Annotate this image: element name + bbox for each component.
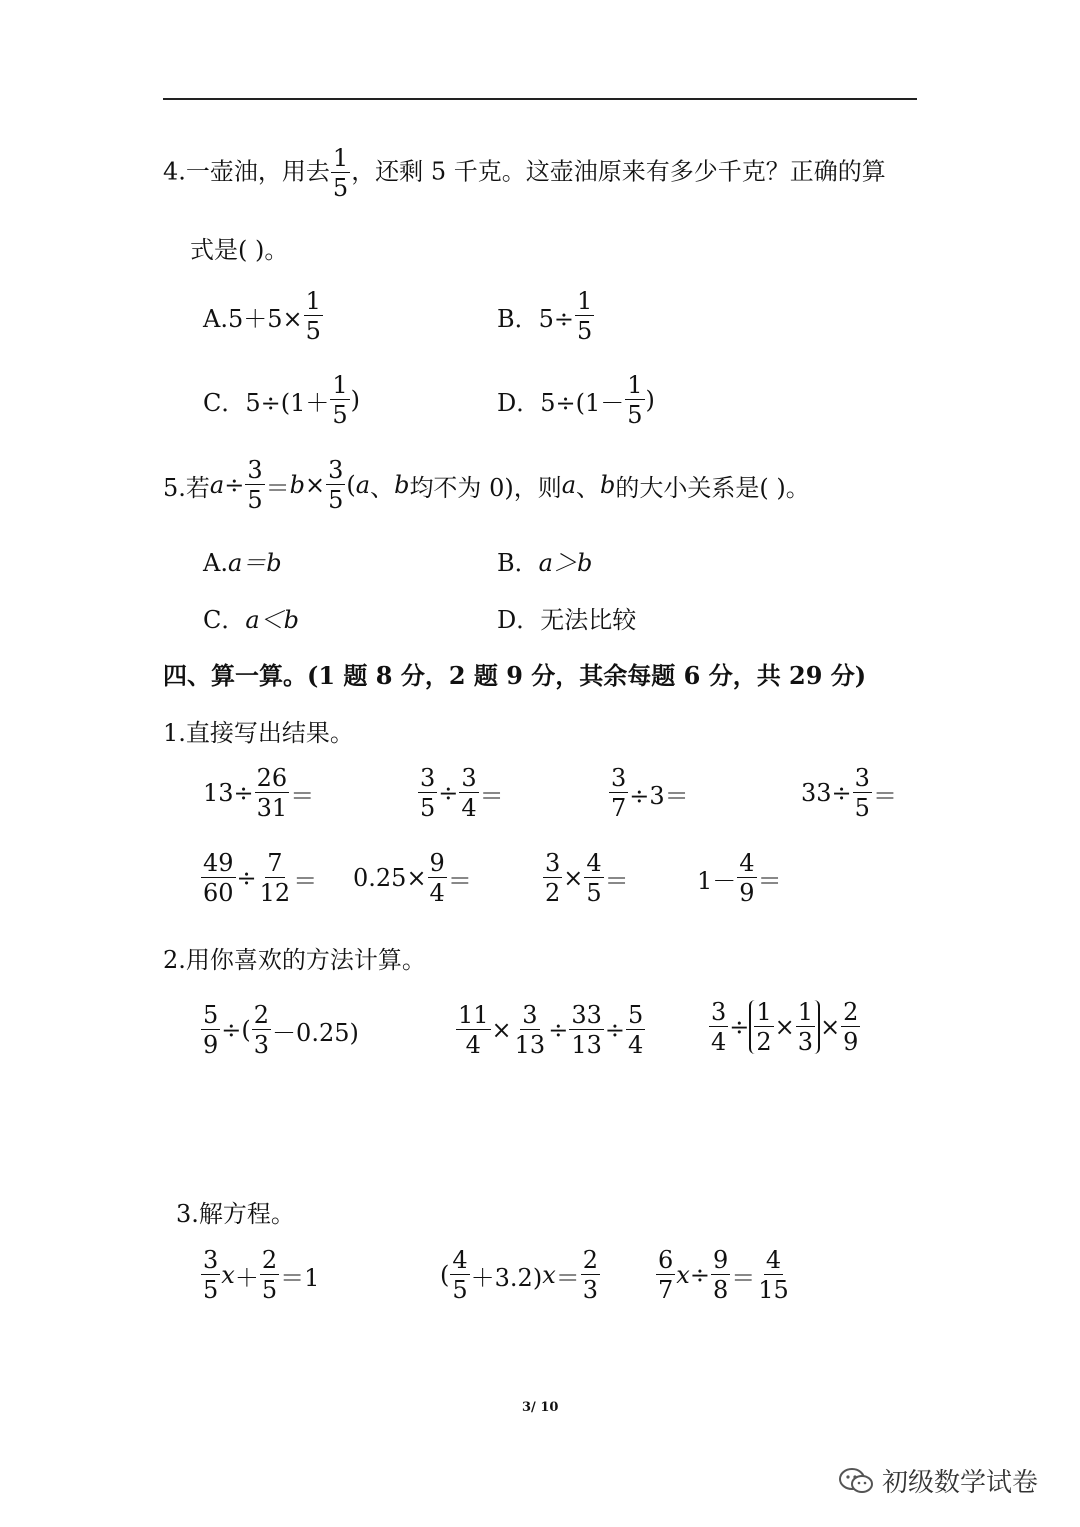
- math-token: 5.若: [163, 473, 210, 502]
- numerator: 3: [328, 456, 344, 484]
- numerator: 4: [765, 1246, 782, 1274]
- part-2-title: 2.用你喜欢的方法计算。: [163, 946, 426, 974]
- math-token: ＋3.2): [470, 1263, 543, 1292]
- numerator: 2: [843, 998, 859, 1026]
- numerator: 3: [711, 998, 727, 1026]
- numerator: 1: [332, 371, 348, 399]
- math-token: b: [600, 471, 616, 499]
- watermark-text: 初级数学试卷: [882, 1468, 1039, 1498]
- denominator: 5: [420, 794, 436, 822]
- math-token: ＝: [604, 866, 629, 895]
- fraction: [543, 851, 562, 905]
- fraction: [626, 1003, 645, 1057]
- denominator: 9: [843, 1028, 859, 1056]
- math-token: 13÷: [203, 779, 254, 807]
- section-4-title: 四、算一算。(1 题 8 分，2 题 9 分，其余每题 6 分，共 29 分): [163, 661, 867, 690]
- fraction: [450, 1248, 469, 1302]
- fraction: [575, 289, 594, 343]
- fraction: [711, 1248, 730, 1302]
- math-token: 的大小关系是( )。: [615, 473, 810, 502]
- math-token: 均不为 0)，则: [409, 473, 562, 502]
- numerator: 9: [712, 1246, 729, 1274]
- fraction: [569, 1003, 604, 1057]
- numerator: 3: [545, 849, 561, 877]
- denominator: 4: [711, 1028, 727, 1056]
- math-token: ＝: [479, 781, 504, 810]
- q5-option-b: B．a＞b: [497, 549, 593, 577]
- fraction: [456, 1003, 491, 1057]
- numerator: 1: [797, 998, 814, 1026]
- math-token: ÷(: [221, 1016, 251, 1044]
- numerator: 33: [571, 1001, 602, 1029]
- denominator: 5: [452, 1276, 468, 1304]
- math-token: 33÷: [801, 779, 852, 807]
- fraction: [418, 766, 437, 820]
- q5-stem: [163, 458, 810, 512]
- denominator: 5: [332, 174, 349, 202]
- math-token: ×: [774, 1013, 795, 1041]
- denominator: 15: [758, 1276, 789, 1304]
- fraction: [754, 1000, 773, 1054]
- numerator: 1: [627, 371, 643, 399]
- math-token: ×: [820, 1013, 841, 1041]
- numerator: 9: [429, 849, 445, 877]
- math-token: 、: [370, 473, 395, 502]
- calc-1e: [200, 851, 317, 905]
- fraction: [513, 1003, 548, 1057]
- numerator: 3: [461, 764, 477, 792]
- denominator: 13: [571, 1031, 602, 1059]
- fraction: [737, 851, 756, 905]
- math-token: ÷: [438, 779, 459, 807]
- denominator: 9: [739, 879, 755, 907]
- bracket-group: [749, 1000, 820, 1054]
- numerator: 3: [611, 764, 627, 792]
- page-number: 3/ 10: [522, 1400, 559, 1415]
- math-token: (: [346, 471, 356, 499]
- equation-3c: [655, 1248, 792, 1302]
- fraction: [584, 851, 603, 905]
- math-token: ＝: [872, 781, 897, 810]
- denominator: 5: [261, 1276, 278, 1304]
- math-token: C．5÷(1＋: [203, 388, 330, 417]
- q4-fraction: [331, 146, 350, 200]
- math-token: ×: [491, 1016, 512, 1044]
- q4-option-a: [203, 289, 324, 343]
- math-token: B．5÷: [497, 304, 575, 333]
- math-token: ＝1: [280, 1263, 320, 1292]
- denominator: 7: [658, 1276, 674, 1304]
- calc-2a: [200, 1003, 359, 1057]
- math-token: 、: [576, 473, 601, 502]
- denominator: 5: [586, 879, 602, 907]
- calc-1f: [353, 851, 472, 905]
- math-token: ＝: [731, 1263, 756, 1292]
- math-token: ÷: [604, 1016, 625, 1044]
- fraction: [201, 851, 236, 905]
- math-token: ÷: [224, 471, 245, 499]
- numerator: 2: [253, 1001, 270, 1029]
- math-token: ＝: [293, 866, 318, 895]
- math-token: A.5＋5×: [203, 304, 303, 333]
- math-token: －0.25): [272, 1018, 359, 1047]
- fraction: [709, 1000, 728, 1054]
- fraction: [428, 851, 447, 905]
- fraction: [326, 458, 345, 512]
- math-token: x: [542, 1261, 556, 1289]
- q5-option-d: D．无法比较: [497, 606, 637, 634]
- numerator: 2: [582, 1246, 599, 1274]
- math-token: ＝: [265, 473, 290, 502]
- denominator: 7: [611, 794, 627, 822]
- math-token: ÷: [689, 1261, 710, 1289]
- watermark: [838, 1462, 1038, 1499]
- calc-1h: [697, 851, 782, 905]
- math-token: ＝: [757, 866, 782, 895]
- calc-1g: [542, 851, 629, 905]
- calc-2c: [708, 1000, 861, 1054]
- math-token: x: [221, 1261, 235, 1289]
- denominator: 3: [253, 1031, 270, 1059]
- denominator: 9: [203, 1031, 219, 1059]
- numerator: 4: [586, 849, 602, 877]
- math-token: a: [561, 471, 577, 499]
- denominator: 12: [259, 879, 291, 907]
- calc-1b: [417, 766, 504, 820]
- q5-option-c: C．a＜b: [203, 606, 300, 634]
- denominator: 4: [627, 1031, 644, 1059]
- math-token: b: [289, 471, 305, 499]
- math-token: ÷3＝: [629, 781, 689, 810]
- fraction: [201, 1248, 220, 1302]
- equation-3b: [440, 1248, 601, 1302]
- fraction: [255, 766, 290, 820]
- numerator: 1: [756, 998, 772, 1026]
- math-token: ÷: [548, 1016, 569, 1044]
- math-token: a: [355, 471, 371, 499]
- denominator: 4: [429, 879, 445, 907]
- denominator: 5: [328, 486, 344, 514]
- denominator: 13: [514, 1031, 546, 1059]
- fraction: [245, 458, 264, 512]
- denominator: 5: [247, 486, 263, 514]
- fraction: [330, 373, 349, 427]
- numerator: 3: [203, 1246, 219, 1274]
- numerator: 5: [627, 1001, 644, 1029]
- math-token: x: [676, 1261, 690, 1289]
- numerator: 3: [247, 456, 263, 484]
- math-token: a: [209, 471, 225, 499]
- fraction: [581, 1248, 600, 1302]
- math-token: ＝: [290, 781, 315, 810]
- denominator: 31: [256, 794, 288, 822]
- denominator: 2: [545, 879, 561, 907]
- math-token: 0.25×: [353, 864, 427, 892]
- math-token: ×: [304, 471, 326, 499]
- denominator: 5: [332, 401, 348, 429]
- denominator: 5: [577, 317, 593, 345]
- math-token: 1－: [697, 866, 737, 895]
- denominator: 5: [305, 317, 321, 345]
- denominator: 60: [203, 879, 234, 907]
- calc-1d: [801, 766, 897, 820]
- denominator: 2: [756, 1028, 772, 1056]
- denominator: 5: [203, 1276, 219, 1304]
- fraction: [625, 373, 644, 427]
- numerator: 1: [577, 287, 593, 315]
- fraction: [796, 1000, 815, 1054]
- fraction: [853, 766, 872, 820]
- fraction: [258, 851, 293, 905]
- q4-stem: [163, 146, 886, 200]
- denominator: 5: [627, 401, 643, 429]
- fraction: [609, 766, 628, 820]
- math-token: ×: [563, 864, 584, 892]
- q4-text-b: ，还剩 5 千克。这壶油原来有多少千克？正确的算: [351, 157, 886, 186]
- fraction: [459, 766, 478, 820]
- denominator: 4: [465, 1031, 481, 1059]
- q4-option-c: [203, 373, 360, 427]
- fraction: [201, 1003, 220, 1057]
- numerator: 1: [332, 144, 349, 172]
- calc-1c: [608, 766, 689, 820]
- numerator: 7: [267, 849, 283, 877]
- numerator: 3: [854, 764, 870, 792]
- math-token: ): [645, 386, 655, 414]
- part-1-title: 1.直接写出结果。: [163, 719, 354, 747]
- numerator: 2: [261, 1246, 278, 1274]
- numerator: 6: [658, 1246, 674, 1274]
- denominator: 4: [461, 794, 477, 822]
- fraction: [656, 1248, 675, 1302]
- denominator: 3: [582, 1276, 599, 1304]
- fraction: [260, 1248, 279, 1302]
- math-token: ÷: [729, 1013, 750, 1041]
- math-token: ＝: [555, 1263, 580, 1292]
- numerator: 11: [458, 1001, 489, 1029]
- fraction: [252, 1003, 271, 1057]
- numerator: 5: [203, 1001, 219, 1029]
- fraction: [841, 1000, 860, 1054]
- numerator: 1: [305, 287, 321, 315]
- math-token: ): [350, 386, 361, 414]
- calc-1a: [203, 766, 314, 820]
- wechat-icon: [838, 1467, 874, 1495]
- fraction: [304, 289, 323, 343]
- calc-2b: [455, 1003, 646, 1057]
- fraction: [756, 1248, 791, 1302]
- denominator: 3: [797, 1028, 814, 1056]
- math-token: (: [440, 1261, 450, 1289]
- numerator: 49: [203, 849, 234, 877]
- math-token: b: [394, 471, 410, 499]
- q4-text-a: 4.一壶油，用去: [163, 157, 330, 186]
- header-rule: [163, 98, 917, 100]
- math-token: D．5÷(1－: [497, 388, 625, 417]
- q4-stem-cont: 式是( )。: [190, 236, 289, 264]
- denominator: 8: [712, 1276, 729, 1304]
- equation-3a: [200, 1248, 319, 1302]
- numerator: 4: [739, 849, 755, 877]
- numerator: 3: [420, 764, 436, 792]
- numerator: 26: [256, 764, 288, 792]
- numerator: 3: [522, 1001, 538, 1029]
- numerator: 4: [452, 1246, 468, 1274]
- part-3-title: 3.解方程。: [176, 1200, 295, 1228]
- q4-option-b: [497, 289, 595, 343]
- math-token: ÷: [236, 864, 257, 892]
- math-token: ＝: [447, 866, 472, 895]
- math-token: ＋: [234, 1263, 259, 1292]
- q4-option-d: [497, 373, 655, 427]
- denominator: 5: [854, 794, 870, 822]
- q5-option-a: A.a＝b: [203, 549, 282, 577]
